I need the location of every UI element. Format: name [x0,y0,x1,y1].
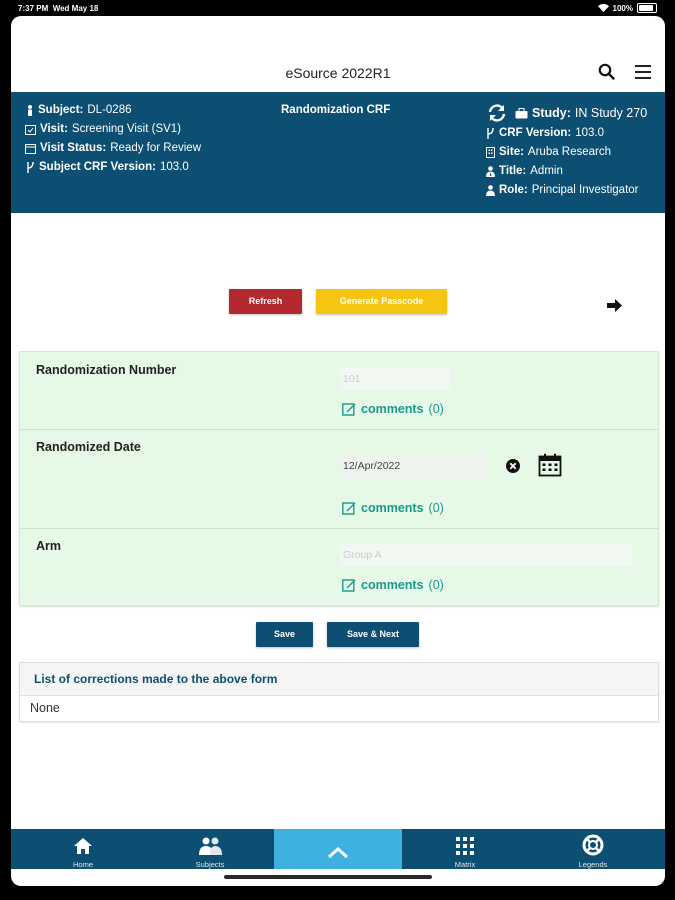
subject-crf-version-info: Subject CRF Version: 103.0 [26,161,189,173]
randomized-date-input[interactable]: 12/Apr/2022 [340,453,487,479]
save-next-button[interactable]: Save & Next [327,622,419,647]
nav-bar [11,38,665,93]
calendar-icon[interactable] [538,453,562,477]
arm-input[interactable]: Group A [340,544,632,566]
visit-status-info: Visit Status: Ready for Review [25,142,201,154]
branch-icon [26,162,35,173]
status-bar [0,0,675,16]
arm-comments[interactable]: comments (0) [342,578,444,592]
grid-icon [456,837,474,855]
randomization-number-label: Randomization Number [36,363,177,377]
randomization-form [19,351,659,606]
tab-subjects[interactable]: Subjects [146,829,274,869]
randomized-date-comments[interactable]: comments (0) [342,501,444,515]
randomization-number-comments[interactable]: comments (0) [342,402,444,416]
menu-icon[interactable] [635,65,651,83]
clear-icon[interactable] [506,459,520,473]
role-info: Role: Principal Investigator [486,184,639,196]
tab-expand[interactable] [274,829,402,869]
subject-header [11,92,665,213]
calendar-check-icon [25,124,36,135]
calendar-icon [25,143,36,154]
home-icon [73,837,93,855]
person-icon [26,105,34,116]
building-icon [486,147,495,158]
generate-passcode-button[interactable]: Generate Passcode [316,289,447,314]
wifi-icon [598,4,609,12]
arrow-right-icon[interactable] [607,299,622,312]
lifebuoy-icon [582,834,604,856]
edit-icon [342,578,356,592]
corrections-panel [19,662,659,722]
randomization-number-input[interactable]: 101 [340,368,451,390]
battery-percent: 100% [612,3,633,13]
row-divider [20,528,658,529]
edit-icon [342,402,356,416]
tab-matrix[interactable]: Matrix [401,829,529,869]
app-title: eSource 2022R1 [285,65,391,81]
user-icon [486,185,495,196]
save-button[interactable]: Save [256,622,313,647]
sync-icon[interactable] [487,104,507,122]
user-tie-icon [486,166,495,177]
title-info: Title: Admin [486,165,563,177]
study-info: Study: IN Study 270 [515,106,647,120]
users-icon [197,837,223,855]
bottom-tab-bar [11,829,665,869]
status-time-date: 7:37 PM Wed May 18 [18,4,99,13]
app-screen [11,16,665,886]
randomized-date-label: Randomized Date [36,440,141,454]
corrections-value: None [30,701,60,715]
search-icon[interactable] [598,63,615,80]
tab-home[interactable]: Home [19,829,147,869]
crf-version-info: CRF Version: 103.0 [486,127,604,139]
subject-info: Subject: DL-0286 [26,104,132,116]
chevron-up-icon [327,846,349,859]
branch-icon [486,128,495,139]
status-right [598,3,657,13]
edit-icon [342,501,356,515]
corrections-title: List of corrections made to the above form [20,663,658,696]
row-divider [20,429,658,430]
home-indicator [224,875,432,879]
form-title: Randomization CRF [281,104,391,116]
visit-info: Visit: Screening Visit (SV1) [25,123,181,135]
refresh-button[interactable]: Refresh [229,289,302,314]
battery-icon [637,3,657,13]
site-info: Site: Aruba Research [486,146,611,158]
arm-label: Arm [36,539,62,553]
briefcase-icon [515,108,528,119]
tab-legends[interactable]: Legends [529,829,657,869]
